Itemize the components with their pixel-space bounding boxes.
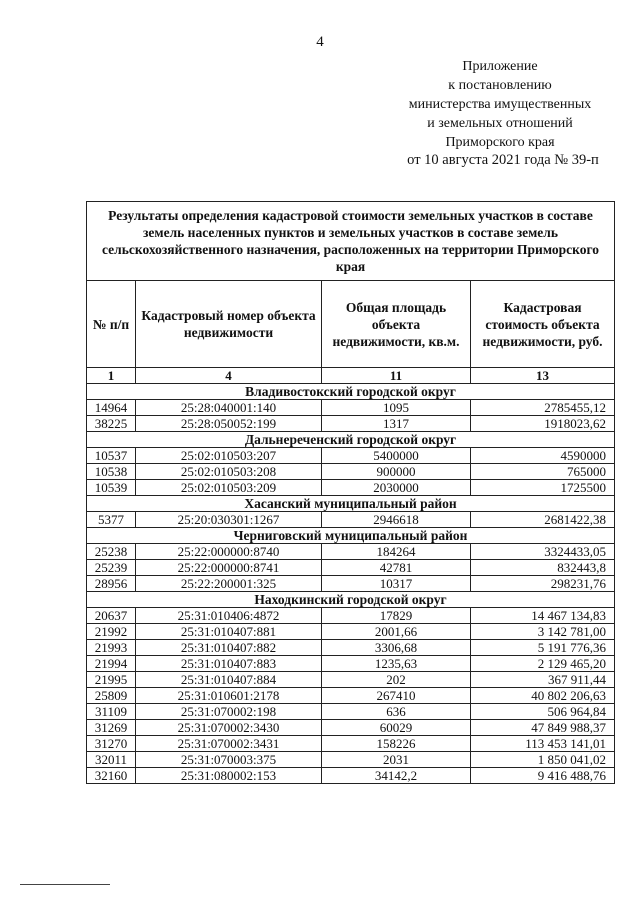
- cadastral-value: 47 849 988,37: [471, 720, 615, 736]
- page-number: 4: [316, 34, 324, 50]
- cadastral-value: 14 467 134,83: [471, 608, 615, 624]
- section-row: [87, 384, 615, 400]
- cadastral-value: 765000: [471, 464, 615, 480]
- table-row: [87, 704, 615, 720]
- table-row: [87, 640, 615, 656]
- cadastral-number: 25:31:070003:375: [136, 752, 322, 768]
- area-value: 900000: [322, 464, 471, 480]
- section-name: Черниговский муниципальный район: [87, 528, 615, 544]
- area-value: 267410: [322, 688, 471, 704]
- cadastral-value: 1 850 041,02: [471, 752, 615, 768]
- table-row: [87, 544, 615, 560]
- cadastral-number: 25:31:070002:198: [136, 704, 322, 720]
- cadastral-number: 25:31:010407:881: [136, 624, 322, 640]
- row-number: 31270: [87, 736, 136, 752]
- table-row: [87, 736, 615, 752]
- section-name: Владивостокский городской округ: [87, 384, 615, 400]
- table-row: [87, 560, 615, 576]
- appendix-header: [400, 57, 600, 152]
- cadastral-value: 367 911,44: [471, 672, 615, 688]
- section-name: Дальнереченский городской округ: [87, 432, 615, 448]
- table-title: Результаты определения кадастровой стоимости земельных участков в составе земель населенных пунктов и земельных участков в составе земель сельскохозяйственного назначения, расположенных на территории Приморского края: [87, 202, 615, 281]
- section-row: [87, 496, 615, 512]
- appendix-line: министерства имущественных: [408, 97, 592, 112]
- cadastral-number: 25:31:010407:882: [136, 640, 322, 656]
- row-number: 5377: [87, 512, 136, 528]
- cadastral-value: 2681422,38: [471, 512, 615, 528]
- cadastral-number: 25:31:010407:883: [136, 656, 322, 672]
- area-value: 2030000: [322, 480, 471, 496]
- row-number: 21993: [87, 640, 136, 656]
- appendix-line: и земельных отношений: [427, 116, 573, 131]
- cadastral-number: 25:31:010406:4872: [136, 608, 322, 624]
- cadastral-value: 1725500: [471, 480, 615, 496]
- cadastral-value: 5 191 776,36: [471, 640, 615, 656]
- area-value: 1317: [322, 416, 471, 432]
- cadastral-number: 25:31:070002:3431: [136, 736, 322, 752]
- cadastral-value: 2785455,12: [471, 400, 615, 416]
- table-row: [87, 672, 615, 688]
- row-number: 21992: [87, 624, 136, 640]
- table-row: [87, 608, 615, 624]
- area-value: 636: [322, 704, 471, 720]
- area-value: 60029: [322, 720, 471, 736]
- area-value: 2001,66: [322, 624, 471, 640]
- table-row: [87, 624, 615, 640]
- cadastral-number: 25:31:010601:2178: [136, 688, 322, 704]
- decree-reference: от 10 августа 2021 года № 39-п: [407, 152, 599, 168]
- row-number: 10539: [87, 480, 136, 496]
- area-value: 2031: [322, 752, 471, 768]
- cadastral-value: 40 802 206,63: [471, 688, 615, 704]
- header-cadastral-value: Кадастровая стоимость объекта недвижимости, руб.: [471, 281, 615, 368]
- row-number: 10538: [87, 464, 136, 480]
- cadastral-number: 25:02:010503:209: [136, 480, 322, 496]
- table-row: [87, 576, 615, 592]
- area-value: 202: [322, 672, 471, 688]
- area-value: 5400000: [322, 448, 471, 464]
- row-number: 32160: [87, 768, 136, 784]
- footer-divider: [20, 884, 110, 885]
- column-number: 4: [136, 368, 322, 384]
- cadastral-number: 25:20:030301:1267: [136, 512, 322, 528]
- table-row: [87, 480, 615, 496]
- cadastral-value: 3 142 781,00: [471, 624, 615, 640]
- cadastral-number: 25:22:200001:325: [136, 576, 322, 592]
- column-number: 1: [87, 368, 136, 384]
- column-number: 13: [471, 368, 615, 384]
- row-number: 32011: [87, 752, 136, 768]
- cadastral-value: 506 964,84: [471, 704, 615, 720]
- column-number: 11: [322, 368, 471, 384]
- row-number: 28956: [87, 576, 136, 592]
- cadastral-number: 25:22:000000:8740: [136, 544, 322, 560]
- table-row: [87, 448, 615, 464]
- cadastral-number: 25:31:070002:3430: [136, 720, 322, 736]
- table-row: [87, 656, 615, 672]
- section-row: [87, 528, 615, 544]
- table-row: [87, 400, 615, 416]
- area-value: 184264: [322, 544, 471, 560]
- cadastral-value: 9 416 488,76: [471, 768, 615, 784]
- cadastral-number: 25:02:010503:208: [136, 464, 322, 480]
- appendix-line: к постановлению: [448, 78, 552, 93]
- row-number: 25809: [87, 688, 136, 704]
- cadastral-number: 25:02:010503:207: [136, 448, 322, 464]
- cadastral-value: 298231,76: [471, 576, 615, 592]
- area-value: 1095: [322, 400, 471, 416]
- area-value: 10317: [322, 576, 471, 592]
- cadastral-value: 832443,8: [471, 560, 615, 576]
- cadastral-number: 25:31:010407:884: [136, 672, 322, 688]
- row-number: 21995: [87, 672, 136, 688]
- section-name: Находкинский городской округ: [87, 592, 615, 608]
- table-row: [87, 512, 615, 528]
- row-number: 20637: [87, 608, 136, 624]
- section-row: [87, 592, 615, 608]
- cadastral-value: 113 453 141,01: [471, 736, 615, 752]
- area-value: 42781: [322, 560, 471, 576]
- table-row: [87, 464, 615, 480]
- cadastral-number: 25:31:080002:153: [136, 768, 322, 784]
- row-number: 10537: [87, 448, 136, 464]
- appendix-line: Приложение: [462, 59, 538, 74]
- area-value: 2946618: [322, 512, 471, 528]
- area-value: 17829: [322, 608, 471, 624]
- column-number-row: [87, 368, 615, 384]
- section-row: [87, 432, 615, 448]
- table-row: [87, 752, 615, 768]
- area-value: 1235,63: [322, 656, 471, 672]
- table-row: [87, 688, 615, 704]
- table-row: [87, 720, 615, 736]
- header-cadastral-number: Кадастровый номер объекта недвижимости: [136, 281, 322, 368]
- area-value: 34142,2: [322, 768, 471, 784]
- table-row: [87, 768, 615, 784]
- row-number: 31109: [87, 704, 136, 720]
- row-number: 21994: [87, 656, 136, 672]
- header-number: № п/п: [87, 281, 136, 368]
- table-row: [87, 416, 615, 432]
- cadastral-value: 3324433,05: [471, 544, 615, 560]
- cadastral-value: 1918023,62: [471, 416, 615, 432]
- row-number: 14964: [87, 400, 136, 416]
- section-name: Хасанский муниципальный район: [87, 496, 615, 512]
- cadastral-number: 25:22:000000:8741: [136, 560, 322, 576]
- area-value: 158226: [322, 736, 471, 752]
- row-number: 38225: [87, 416, 136, 432]
- area-value: 3306,68: [322, 640, 471, 656]
- row-number: 25238: [87, 544, 136, 560]
- cadastral-value-table: [86, 201, 615, 784]
- cadastral-number: 25:28:050052:199: [136, 416, 322, 432]
- cadastral-value: 2 129 465,20: [471, 656, 615, 672]
- cadastral-number: 25:28:040001:140: [136, 400, 322, 416]
- header-area: Общая площадь объекта недвижимости, кв.м.: [322, 281, 471, 368]
- appendix-line: Приморского края: [445, 135, 555, 150]
- row-number: 31269: [87, 720, 136, 736]
- cadastral-value: 4590000: [471, 448, 615, 464]
- row-number: 25239: [87, 560, 136, 576]
